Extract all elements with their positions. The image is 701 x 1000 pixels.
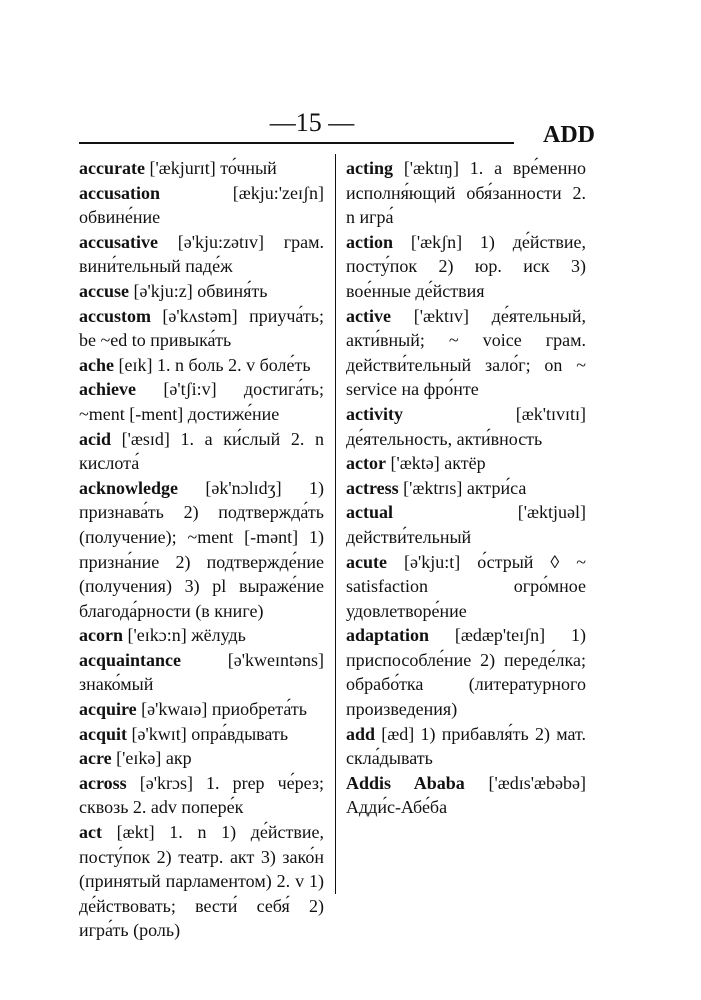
definition: актёр: [444, 453, 486, 474]
transcription: ['ækjurɪt]: [149, 158, 216, 178]
transcription: [ə'tʃi:v]: [163, 379, 217, 400]
definition: 1. a ки́слый 2. n кислота́: [79, 428, 324, 474]
transcription: [ə'kju:zətɪv]: [177, 231, 264, 252]
definition: знако́мый: [79, 674, 154, 695]
transcription: [ædæp'teɪʃn]: [454, 625, 546, 646]
transcription: [æd]: [381, 723, 415, 744]
definition: о́стрый ◊ ~ satisfaction огро́мное удовлетворе́ние: [346, 551, 587, 621]
definition: Адди́с-Абе́ба: [346, 797, 448, 818]
definition: жёлудь: [191, 625, 246, 646]
transcription: ['ædɪs'æbəbə]: [488, 772, 586, 793]
definition: обвине́ние: [79, 207, 161, 228]
dictionary-entry: [346, 623, 586, 721]
dictionary-entry: [79, 648, 324, 697]
definition: обвиня́ть: [197, 280, 268, 301]
dictionary-entry: [346, 304, 586, 402]
definition: де́ятельность, акти́вность: [346, 428, 543, 449]
transcription: ['æsɪd]: [121, 428, 170, 449]
transcription: [ə'krɔs]: [139, 772, 193, 793]
definition: 1. n боль 2. v боле́ть: [156, 354, 311, 375]
dictionary-entry: [346, 771, 586, 820]
dictionary-entry: [79, 230, 324, 279]
transcription: [ək'nɔlɪdʒ]: [205, 477, 282, 498]
headword: active: [346, 305, 391, 326]
transcription: [ə'kju:z]: [133, 280, 193, 301]
transcription: [ə'kweɪntəns]: [227, 649, 324, 670]
headword: achieve: [79, 379, 136, 400]
dictionary-entry: [346, 402, 586, 451]
dictionary-entry: [79, 476, 324, 624]
transcription: ['ækʃn]: [410, 231, 463, 252]
dictionary-entry: [346, 500, 586, 549]
headword: accurate: [79, 158, 145, 178]
dictionary-entry: [79, 697, 324, 722]
dictionary-entry: [346, 550, 586, 624]
definition: 1) признава́ть 2) подтвержда́ть (получение); ~ment [-mənt] 1) призна́ние 2) подтвержде́ние (получения) 3) pl выраже́ние благода́рности (в книге): [79, 477, 325, 621]
dictionary-entry: [346, 156, 586, 230]
headword: adaptation: [346, 625, 430, 646]
dictionary-entry: [79, 304, 324, 353]
definition: 1) приспособле́ние 2) переде́лка; обрабо́тка (литературного произведения): [346, 625, 587, 720]
headword: add: [346, 723, 376, 744]
right-column: [346, 156, 586, 820]
transcription: ['æktə]: [390, 453, 440, 474]
dictionary-entry: [79, 722, 324, 747]
transcription: ['eɪkə]: [116, 748, 162, 769]
headword: accusation: [79, 182, 160, 203]
headword: ache: [79, 354, 114, 375]
headword: actress: [346, 477, 399, 498]
definition: действи́тельный: [346, 526, 472, 547]
headword: acre: [79, 748, 112, 769]
headword: acquire: [79, 699, 137, 720]
transcription: [ə'kwɪt]: [131, 723, 187, 744]
dictionary-entry: [79, 353, 324, 378]
headword: accustom: [79, 305, 151, 326]
definition: приобрета́ть: [211, 699, 307, 720]
dictionary-entry: [79, 771, 324, 820]
transcription: ['æktjuəl]: [517, 502, 586, 523]
dictionary-entry: [346, 230, 586, 304]
headword: acid: [79, 428, 112, 449]
headword: actual: [346, 502, 393, 523]
definition: то́чный: [220, 158, 277, 178]
headword: across: [79, 772, 127, 793]
headword: activity: [346, 403, 403, 424]
definition: де́ятельный, акти́вный; ~ voice грам. действи́тельный зало́г; on ~ service на фро́нте: [346, 305, 587, 400]
headword: accuse: [79, 280, 129, 301]
headword: acquaintance: [79, 649, 182, 670]
dictionary-entry: [346, 722, 586, 771]
transcription: ['æktɪŋ]: [403, 158, 459, 178]
dictionary-entry: [346, 476, 586, 501]
left-column: [79, 156, 324, 943]
dictionary-entry: [79, 623, 324, 648]
header-rule: [79, 142, 514, 144]
headword: action: [346, 231, 393, 252]
dictionary-entry: [79, 427, 324, 476]
dictionary-entry: [79, 279, 324, 304]
definition: грам. вини́тельный паде́ж: [79, 231, 325, 277]
definition: 1. a вре́менно исполня́ющий обя́занности 2. n игра́: [346, 158, 587, 228]
transcription: [ə'kwaɪə]: [141, 699, 208, 720]
transcription: [ækt]: [116, 822, 155, 843]
transcription: [æk'tɪvɪtɪ]: [515, 403, 586, 424]
headword: acknowledge: [79, 477, 178, 498]
definition: достига́ть; ~ment [-ment] достиже́ние: [79, 379, 324, 424]
dictionary-entry: [79, 181, 324, 230]
dictionary-entry: [79, 746, 324, 771]
definition: 1) де́йствие, посту́пок 2) юр. иск 3) вое́нные де́йствия: [346, 231, 587, 301]
dictionary-entry: [79, 156, 324, 181]
transcription: [eɪk]: [118, 354, 153, 375]
page-number: —15 —: [269, 108, 355, 137]
transcription: [ə'kʌstəm]: [162, 305, 238, 326]
headword: actor: [346, 453, 386, 474]
headword: Addis Ababa: [346, 772, 465, 793]
headword: accusative: [79, 231, 158, 252]
headword: acquit: [79, 723, 128, 744]
dictionary-entry: [346, 451, 586, 476]
dictionary-entry: [79, 820, 324, 943]
headword: acute: [346, 551, 387, 572]
definition: 1. prep че́рез; сквозь 2. adv попере́к: [79, 772, 324, 818]
definition: приуча́ть; be ~ed to привыка́ть: [79, 305, 324, 351]
page-header: [79, 108, 595, 148]
column-divider: [335, 154, 336, 894]
headword: act: [79, 822, 102, 843]
definition: акр: [165, 748, 192, 769]
transcription: ['æktɪv]: [413, 305, 469, 326]
transcription: [ə'kju:t]: [403, 551, 461, 572]
transcription: ['æktrɪs]: [403, 477, 463, 498]
definition: актри́са: [466, 477, 527, 498]
transcription: [ækju:'zeɪʃn]: [232, 182, 324, 203]
dictionary-entry: [79, 377, 324, 426]
transcription: ['eɪkɔ:n]: [127, 625, 187, 646]
definition: опра́вдывать: [191, 723, 289, 744]
guide-word: ADD: [543, 122, 595, 148]
definition: 1. n 1) де́йствие, посту́пок 2) театр. акт 3) зако́н (принятый парламентом) 2. v 1) де́йствовать; вести́ себя́ 2) игра́ть (роль): [79, 822, 324, 941]
definition: 1) прибавля́ть 2) мат. скла́дывать: [346, 723, 586, 769]
headword: acting: [346, 158, 393, 178]
headword: acorn: [79, 625, 123, 646]
